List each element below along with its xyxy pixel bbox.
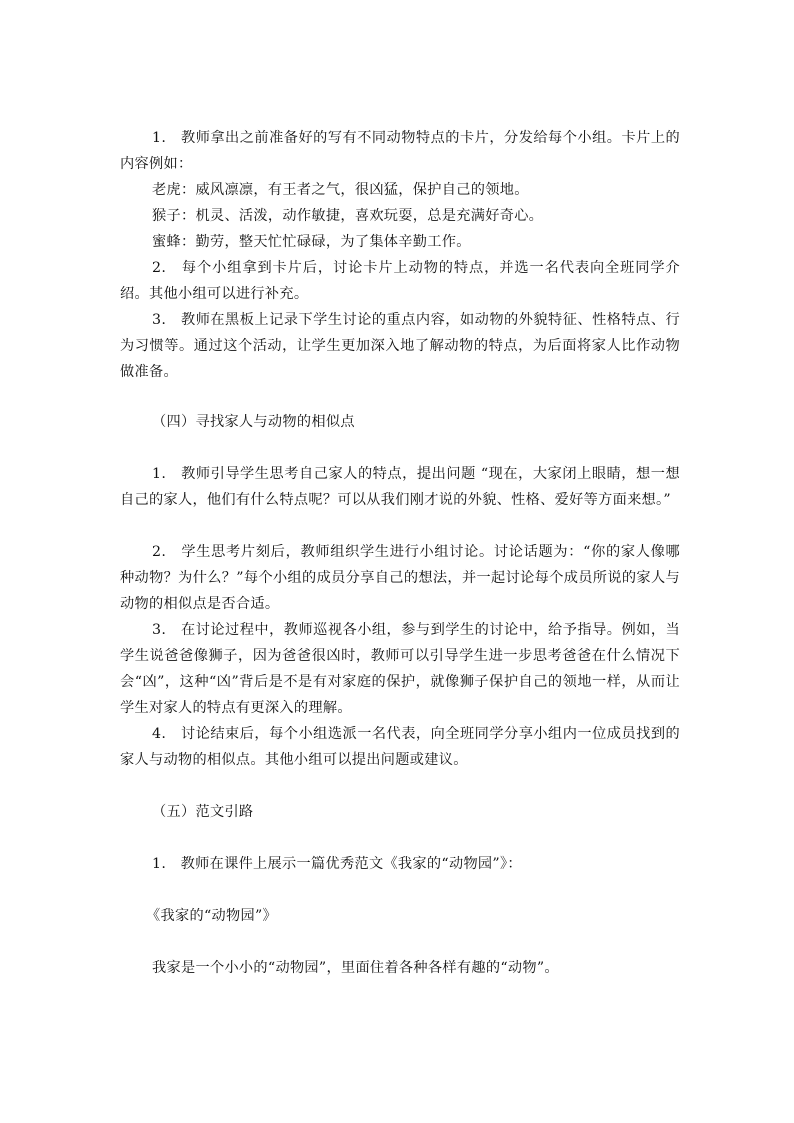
paragraph-teacher-guidance: 3. 在讨论过程中，教师巡视各小组，参与到学生的讨论中，给予指导。例如，当学生说爸爸像狮子，因为爸爸很凶时，教师可以引导学生进一步思考爸爸在什么情况下会“凶”，这种“凶”背后是不是有对家庭的保护，就像狮子保护自己的领地一样，从而让学生对家人的特点有更深入的理解。 — [120, 622, 680, 716]
section-heading-five: （五）范文引路 — [152, 804, 254, 820]
section-heading-four: （四）寻找家人与动物的相似点 — [152, 414, 355, 430]
essay-title: 《我家的“动物园”》 — [146, 908, 278, 924]
essay-first-line: 我家是一个小小的“动物园”，里面住着各种各样有趣的“动物”。 — [152, 960, 559, 976]
paragraph-discussion-topic: 2. 学生思考片刻后，教师组织学生进行小组讨论。讨论话题为：“你的家人像哪种动物？为什么？”每个小组的成员分享自己的想法，并一起讨论每个成员所说的家人与动物的相似点是否合适。 — [120, 544, 680, 612]
paragraph-group-share: 4. 讨论结束后，每个小组选派一名代表，向全班同学分享小组内一位成员找到的家人与动物的相似点。其他小组可以提出问题或建议。 — [120, 726, 680, 768]
paragraph-model-essay: 1. 教师在课件上展示一篇优秀范文《我家的“动物园”》： — [152, 856, 522, 872]
paragraph-cards-distribution: 1. 教师拿出之前准备好的写有不同动物特点的卡片，分发给每个小组。卡片上的内容例如： — [120, 130, 680, 172]
paragraph-group-discussion: 2. 每个小组拿到卡片后，讨论卡片上动物的特点，并选一名代表向全班同学介绍。其他小组可以进行补充。 — [120, 260, 680, 302]
example-monkey: 猴子：机灵、活泼，动作敏捷，喜欢玩耍，总是充满好奇心。 — [152, 208, 544, 224]
paragraph-blackboard-notes: 3. 教师在黑板上记录下学生讨论的重点内容，如动物的外貌特征、性格特点、行为习惯等。通过这个活动，让学生更加深入地了解动物的特点，为后面将家人比作动物做准备。 — [120, 312, 680, 380]
example-bee: 蜜蜂：勤劳，整天忙忙碌碌，为了集体辛勤工作。 — [152, 234, 471, 250]
example-tiger: 老虎：威风凛凛，有王者之气，很凶猛，保护自己的领地。 — [152, 182, 529, 198]
paragraph-think-family: 1. 教师引导学生思考自己家人的特点，提出问题 “现在，大家闭上眼睛，想一想自己的家人，他们有什么特点呢？可以从我们刚才说的外貌、性格、爱好等方面来想。” — [120, 466, 680, 508]
